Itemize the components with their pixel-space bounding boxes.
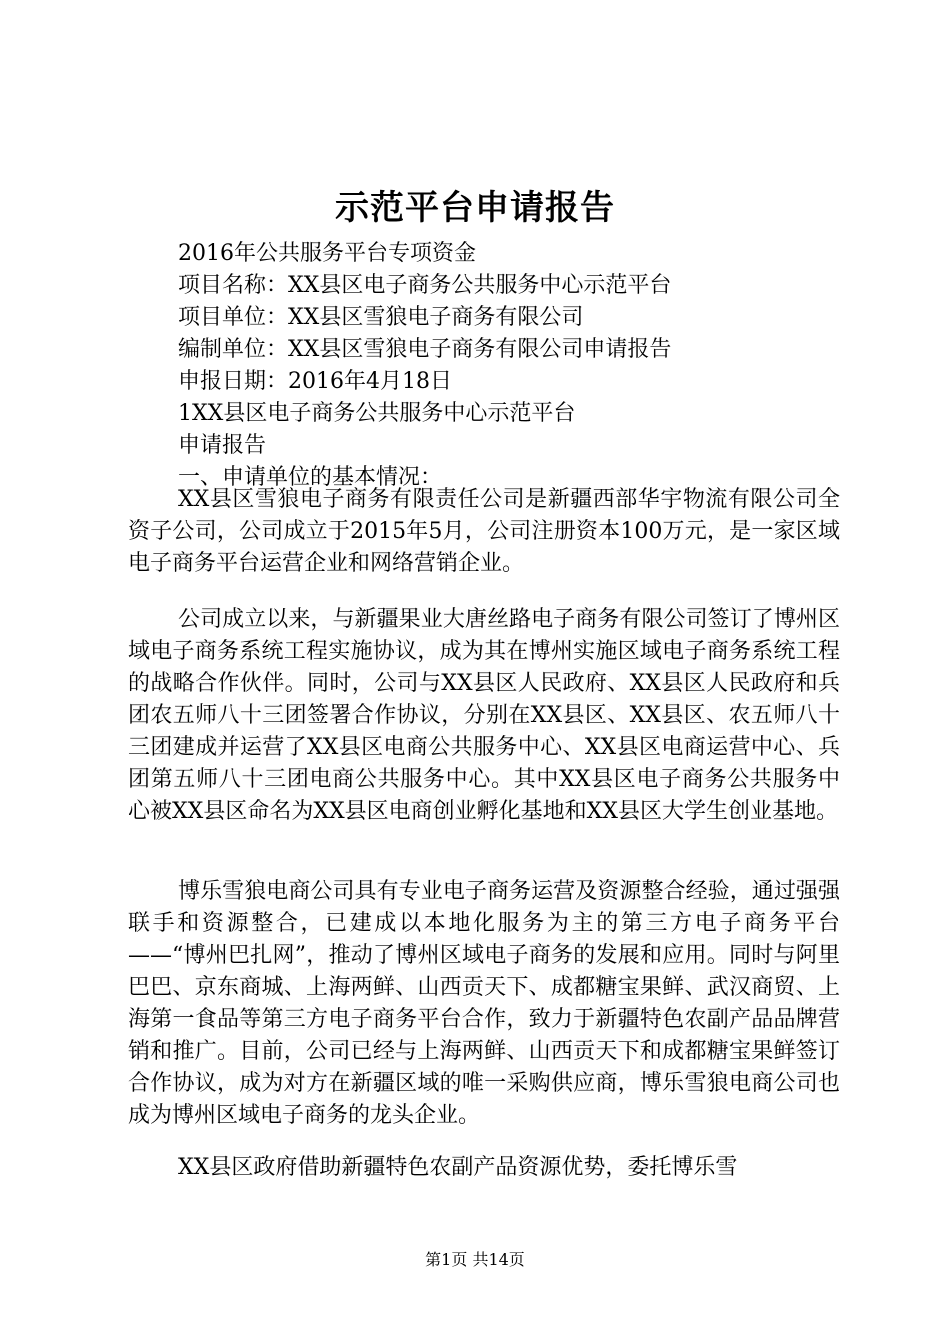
meta-line-compiling-unit: 编制单位：XX县区雪狼电子商务有限公司申请报告 [178, 337, 672, 362]
document-title: 示范平台申请报告 [335, 188, 615, 228]
paragraph-experience: 博乐雪狼电商公司具有专业电子商务运营及资源整合经验，通过强强联手和资源整合，已建成以本地化服务为主的第三方电子商务平台——“博州巴扎网”，推动了博州区域电子商务的发展和应用。同时与阿里巴巴、京东商城、上海两鲜、山西贡天下、成都糖宝果鲜、武汉商贸、上海第一食品等第三方电子商务平台合作，致力于新疆特色农副产品品牌营销和推广。目前，公司已经与上海两鲜、山西贡天下和成都糖宝果鲜签订合作协议，成为对方在新疆区域的唯一采购供应商，博乐雪狼电商公司也成为博州区域电子商务的龙头企业。 [128, 879, 840, 1128]
meta-line-report: 申请报告 [178, 433, 267, 458]
page-footer: 第1页 共14页 [425, 1250, 525, 1269]
meta-line-date: 申报日期：2016年4月18日 [178, 369, 452, 394]
document-meta-list [178, 238, 878, 494]
paragraph-company-intro: XX县区雪狼电子商务有限责任公司是新疆西部华宇物流有限公司全资子公司，公司成立于2015年5月，公司注册资本100万元，是一家区域电子商务平台运营企业和网络营销企业。 [128, 487, 840, 576]
paragraph-government: XX县区政府借助新疆特色农副产品资源优势，委托博乐雪 [178, 1155, 738, 1180]
section-heading-basic-info: 一、申请单位的基本情况： [178, 465, 443, 490]
paragraph-cooperation: 公司成立以来，与新疆果业大唐丝路电子商务有限公司签订了博州区域电子商务系统工程实施协议，成为其在博州实施区域电子商务系统工程的战略合作伙伴。同时，公司与XX县区人民政府、XX县区人民政府和兵团农五师八十三团签署合作协议，分别在XX县区、XX县区、农五师八十三团建成并运营了XX县区电商公共服务中心、XX县区电商运营中心、兵团第五师八十三团电商公共服务中心。其中XX县区电子商务公共服务中心被XX县区命名为XX县区电商创业孵化基地和XX县区大学生创业基地。 [128, 607, 840, 824]
meta-line-funding: 2016年公共服务平台专项资金 [178, 241, 476, 266]
meta-line-project-name: 项目名称：XX县区电子商务公共服务中心示范平台 [178, 273, 672, 298]
meta-line-platform: 1XX县区电子商务公共服务中心示范平台 [178, 401, 576, 426]
meta-line-project-unit: 项目单位：XX县区雪狼电子商务有限公司 [178, 305, 584, 330]
